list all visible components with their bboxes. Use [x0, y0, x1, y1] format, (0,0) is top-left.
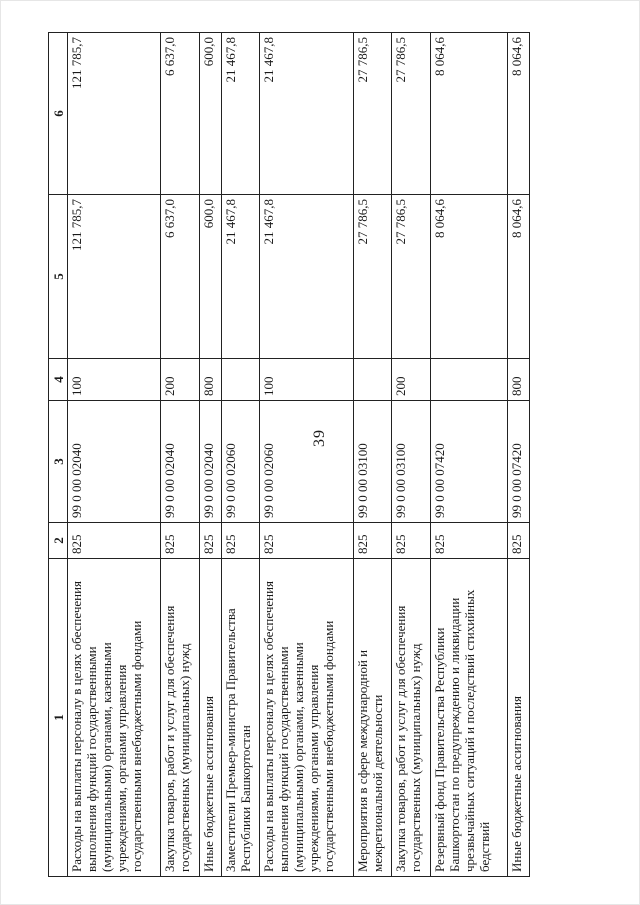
expense-type-code: 200: [392, 359, 431, 401]
amount-col6: 27 786,5: [353, 33, 392, 195]
ministry-code: 825: [353, 523, 392, 559]
target-article-code: 99 0 00 02040: [68, 401, 161, 523]
ministry-code: 825: [68, 523, 161, 559]
table-row: [392, 33, 431, 877]
header-cell: 5: [49, 195, 68, 359]
amount-col6: 600,0: [199, 33, 221, 195]
expense-name: Иные бюджетные ассигнования: [508, 559, 530, 877]
expense-name: Иные бюджетные ассигнования: [199, 559, 221, 877]
expense-type-code: [430, 359, 507, 401]
target-article-code: 99 0 00 07420: [430, 401, 507, 523]
ministry-code: 825: [430, 523, 507, 559]
amount-col5: 8 064,6: [430, 195, 507, 359]
amount-col5: 6 637,0: [161, 195, 200, 359]
table-row: [221, 33, 260, 877]
amount-col5: 600,0: [199, 195, 221, 359]
header-cell: 1: [49, 559, 68, 877]
table-row: [68, 33, 161, 877]
table-row: [199, 33, 221, 877]
target-article-code: 99 0 00 02060: [221, 401, 260, 523]
expense-type-code: 800: [199, 359, 221, 401]
amount-col5: 21 467,8: [221, 195, 260, 359]
amount-col5: 27 786,5: [353, 195, 392, 359]
rotated-table-container: [48, 33, 530, 877]
expense-name: Мероприятия в сфере международной и межрегиональной деятельности: [353, 559, 392, 877]
budget-table: [48, 32, 530, 877]
amount-col5: 8 064,6: [508, 195, 530, 359]
amount-col6: 6 637,0: [161, 33, 200, 195]
amount-col6: 21 467,8: [260, 33, 353, 195]
expense-type-code: 100: [68, 359, 161, 401]
ministry-code: 825: [161, 523, 200, 559]
table-row: [353, 33, 392, 877]
amount-col5: 21 467,8: [260, 195, 353, 359]
ministry-code: 825: [508, 523, 530, 559]
target-article-code: 99 0 00 07420: [508, 401, 530, 523]
expense-name: Резервный фонд Правительства Республики Башкортостан по предупреждению и ликвидации чрезвычайных ситуаций и последствий стихийных бедствий: [430, 559, 507, 877]
amount-col5: 121 785,7: [68, 195, 161, 359]
expense-name: Закупка товаров, работ и услуг для обеспечения государственных (муниципальных) нужд: [161, 559, 200, 877]
expense-type-code: [353, 359, 392, 401]
target-article-code: 99 0 00 02060: [260, 401, 353, 523]
expense-type-code: [221, 359, 260, 401]
expense-name: Расходы на выплаты персоналу в целях обеспечения выполнения функций государственными (муниципальными) органами, казенными учреждениями, органами управления государственными внебюджетными фондами: [260, 559, 353, 877]
expense-type-code: 800: [508, 359, 530, 401]
page-number: 39: [311, 429, 328, 447]
target-article-code: 99 0 00 03100: [392, 401, 431, 523]
ministry-code: 825: [221, 523, 260, 559]
table-row: [430, 33, 507, 877]
header-row: [49, 33, 68, 877]
target-article-code: 99 0 00 02040: [199, 401, 221, 523]
amount-col6: 8 064,6: [430, 33, 507, 195]
expense-name: Закупка товаров, работ и услуг для обеспечения государственных (муниципальных) нужд: [392, 559, 431, 877]
amount-col5: 27 786,5: [392, 195, 431, 359]
header-cell: 6: [49, 33, 68, 195]
ministry-code: 825: [260, 523, 353, 559]
header-cell: 4: [49, 359, 68, 401]
header-cell: 2: [49, 523, 68, 559]
expense-name: Заместители Премьер-министра Правительства Республики Башкортостан: [221, 559, 260, 877]
target-article-code: 99 0 00 03100: [353, 401, 392, 523]
table-row: [161, 33, 200, 877]
ministry-code: 825: [199, 523, 221, 559]
amount-col6: 121 785,7: [68, 33, 161, 195]
expense-name: Расходы на выплаты персоналу в целях обеспечения выполнения функций государственными (муниципальными) органами, казенными учреждениями, органами управления государственными внебюджетными фондами: [68, 559, 161, 877]
header-cell: 3: [49, 401, 68, 523]
amount-col6: 27 786,5: [392, 33, 431, 195]
amount-col6: 21 467,8: [221, 33, 260, 195]
ministry-code: 825: [392, 523, 431, 559]
expense-type-code: 100: [260, 359, 353, 401]
amount-col6: 8 064,6: [508, 33, 530, 195]
table-row: [508, 33, 530, 877]
target-article-code: 99 0 00 02040: [161, 401, 200, 523]
table-row: [260, 33, 353, 877]
expense-type-code: 200: [161, 359, 200, 401]
